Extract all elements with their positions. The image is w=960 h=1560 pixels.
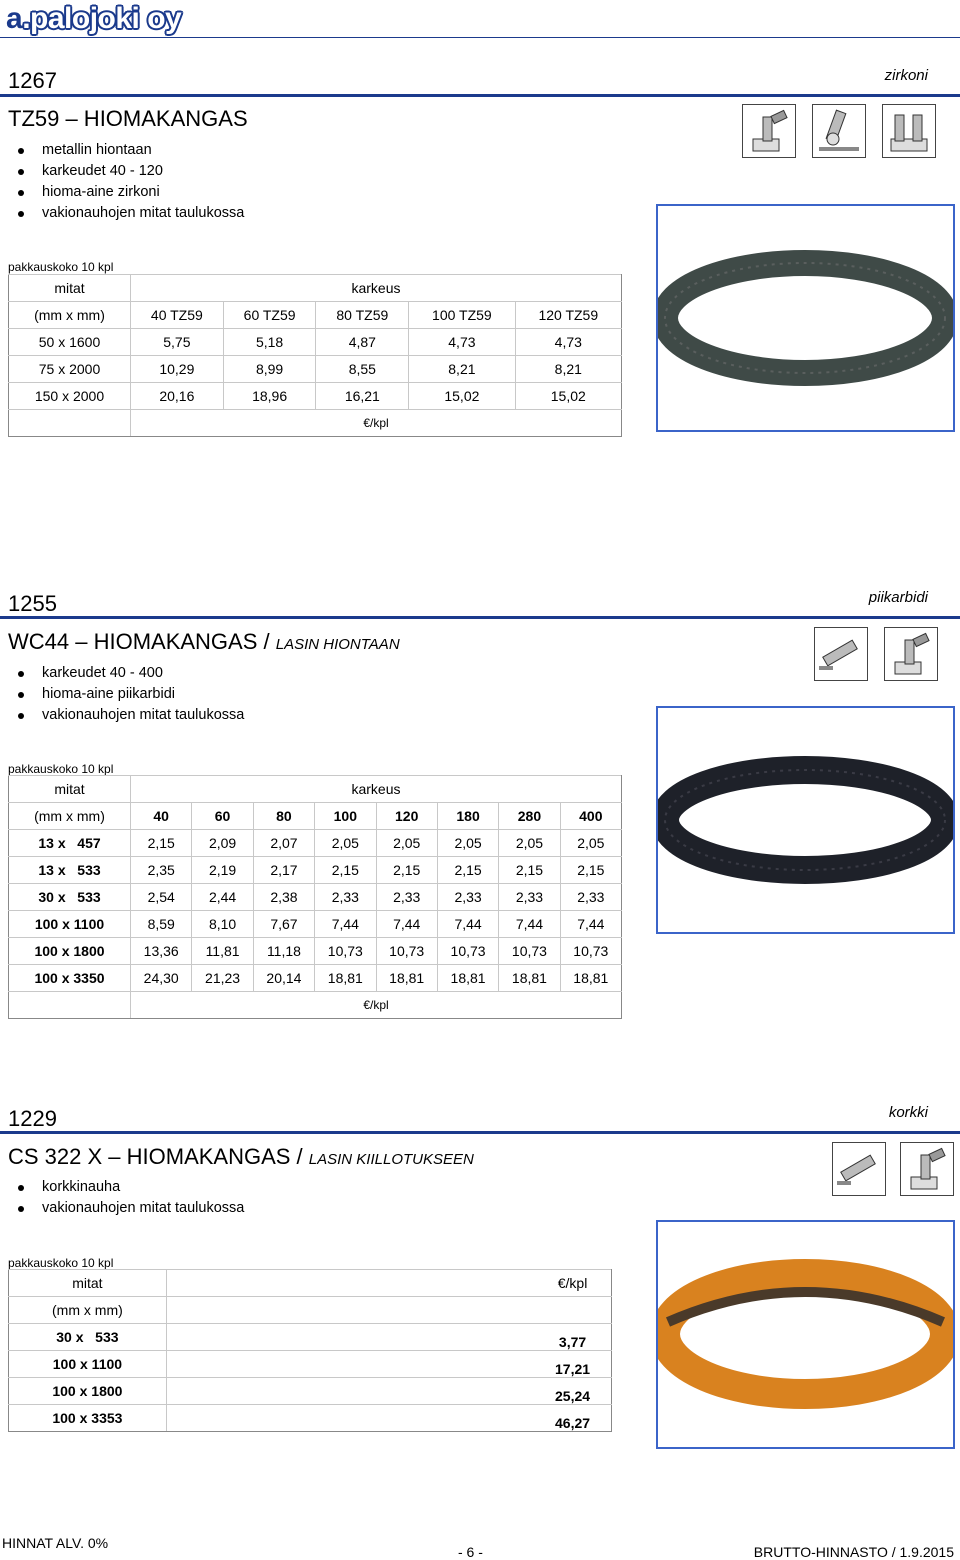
grit-header: 100 [315,803,376,830]
price-cell: 7,44 [315,911,376,938]
price-cell: 2,15 [131,830,192,857]
price-cell: 2,15 [315,857,376,884]
size-cell: 100 x 3350 [9,965,131,992]
grit-header: 120 TZ59 [515,302,621,329]
price-cell: 10,73 [499,938,560,965]
table-row [9,1351,612,1378]
blank-cell [166,1378,534,1405]
company-logo: a.palojoki oy [6,2,182,35]
price-cell: 2,17 [253,857,314,884]
blank-cell [9,410,131,437]
price-cell: 5,18 [223,329,316,356]
price-cell: 10,73 [376,938,437,965]
price-cell: 7,44 [437,911,498,938]
size-cell: 13 x 457 [9,830,131,857]
price-cell: 2,33 [437,884,498,911]
blank-cell [166,1324,534,1351]
grit-header: 80 TZ59 [316,302,409,329]
grit-header: 120 [376,803,437,830]
price-cell: 7,44 [560,911,621,938]
col-header: mitat [9,275,131,302]
grit-header: 400 [560,803,621,830]
unit-label: €/kpl [131,410,622,437]
size-cell: 100 x 1800 [9,1378,167,1405]
feature-item: vakionauhojen mitat taulukossa [8,203,244,224]
blank-cell [166,1297,534,1324]
section-code: 1267 [8,68,57,93]
footer-pricelist-date: BRUTTO-HINNASTO / 1.9.2015 [753,1544,954,1560]
blank-cell [166,1351,534,1378]
grit-header: 60 [192,803,253,830]
price-cell: 2,05 [437,830,498,857]
feature-item: vakionauhojen mitat taulukossa [8,1198,244,1219]
table-row [9,1378,612,1405]
col-header: mitat [9,776,131,803]
size-cell: 30 x 533 [9,1324,167,1351]
price-cell: 17,21 [534,1351,611,1378]
price-cell: 11,81 [192,938,253,965]
section-rule [0,94,960,97]
table-row [9,857,622,884]
table-row [9,1405,612,1432]
price-cell: 15,02 [409,383,515,410]
price-cell: 24,30 [131,965,192,992]
price-cell: 8,55 [316,356,409,383]
table-row [9,356,622,383]
price-cell: 18,81 [560,965,621,992]
size-cell: 100 x 1800 [9,938,131,965]
feature-item: hioma-aine zirkoni [8,182,244,203]
feature-item: karkeudet 40 - 400 [8,663,244,684]
blank-cell [166,1405,534,1432]
feature-list [8,140,244,224]
price-cell: 2,09 [192,830,253,857]
table-row [9,884,622,911]
section-title: WC44 – HIOMAKANGAS / LASIN HIONTAAN [8,629,400,654]
belt-product-image [656,1220,955,1449]
price-cell: 8,21 [515,356,621,383]
feature-item: metallin hiontaan [8,140,244,161]
section-rule [0,1131,960,1134]
price-cell: 2,15 [437,857,498,884]
price-cell: 2,19 [192,857,253,884]
belt-sander-stand-icon [742,104,796,158]
price-cell: 2,15 [560,857,621,884]
price-cell: 2,15 [499,857,560,884]
double-belt-grinder-icon [882,104,936,158]
section-category: korkki [888,1104,928,1121]
grit-header: 40 TZ59 [131,302,224,329]
table-row [9,911,622,938]
size-cell: 100 x 3353 [9,1405,167,1432]
price-cell: 20,14 [253,965,314,992]
price-cell: 18,81 [376,965,437,992]
size-cell: 150 x 2000 [9,383,131,410]
price-table [8,775,622,1019]
grit-header: 100 TZ59 [409,302,515,329]
section-code: 1255 [8,591,57,616]
price-cell: 16,21 [316,383,409,410]
feature-item: korkkinauha [8,1177,244,1198]
price-cell: 5,75 [131,329,224,356]
price-cell: 10,73 [437,938,498,965]
footer-page-number: - 6 - [458,1544,483,1560]
price-table [8,274,622,437]
belt-sander-stand-icon [884,627,938,681]
price-cell: 21,23 [192,965,253,992]
price-cell: 8,99 [223,356,316,383]
size-cell: 100 x 1100 [9,1351,167,1378]
price-cell: 15,02 [515,383,621,410]
grit-header: 40 [131,803,192,830]
section-title: CS 322 X – HIOMAKANGAS / LASIN KIILLOTUKSEEN [8,1144,474,1169]
price-cell: 4,87 [316,329,409,356]
blank-cell [9,992,131,1019]
table-row [9,329,622,356]
pipe-sander-icon [812,104,866,158]
col-header: (mm x mm) [9,302,131,329]
price-cell: 4,73 [409,329,515,356]
price-table [8,1269,612,1432]
table-row [9,830,622,857]
price-cell: 4,73 [515,329,621,356]
price-cell: 8,21 [409,356,515,383]
price-cell: 7,44 [499,911,560,938]
size-cell: 75 x 2000 [9,356,131,383]
price-cell: 7,67 [253,911,314,938]
belt-file-icon [814,627,868,681]
feature-item: karkeudet 40 - 120 [8,161,244,182]
section-category: zirkoni [884,67,928,84]
feature-item: hioma-aine piikarbidi [8,684,244,705]
unit-label: €/kpl [131,992,622,1019]
belt-sander-stand-icon [900,1142,954,1196]
price-cell: 2,15 [376,857,437,884]
price-cell: 18,81 [437,965,498,992]
feature-list [8,663,244,726]
table-row [9,965,622,992]
belt-product-image [656,204,955,432]
table-row [9,938,622,965]
col-header: (mm x mm) [9,1297,167,1324]
price-cell: 13,36 [131,938,192,965]
price-cell: 2,35 [131,857,192,884]
price-cell: 11,18 [253,938,314,965]
section-code: 1229 [8,1106,57,1131]
section-title: TZ59 – HIOMAKANGAS [8,106,248,131]
price-cell: 2,44 [192,884,253,911]
belt-file-icon [832,1142,886,1196]
price-cell: 2,54 [131,884,192,911]
price-cell: 2,05 [560,830,621,857]
price-cell: 25,24 [534,1378,611,1405]
price-cell: 18,96 [223,383,316,410]
footer-vat-note: HINNAT ALV. 0% [2,1535,109,1551]
size-cell: 50 x 1600 [9,329,131,356]
price-cell: 2,33 [315,884,376,911]
table-row [9,383,622,410]
price-cell: 8,59 [131,911,192,938]
section-category: piikarbidi [868,589,928,606]
feature-item: vakionauhojen mitat taulukossa [8,705,244,726]
package-size: pakkauskoko 10 kpl [8,260,114,274]
price-cell: 10,73 [315,938,376,965]
col-header: karkeus [131,776,622,803]
price-cell: 20,16 [131,383,224,410]
price-cell: 8,10 [192,911,253,938]
size-cell: 13 x 533 [9,857,131,884]
price-cell: 2,05 [376,830,437,857]
price-cell: 10,73 [560,938,621,965]
header-rule [0,37,960,38]
price-cell: 2,33 [560,884,621,911]
belt-product-image [656,706,955,934]
size-cell: 100 x 1100 [9,911,131,938]
price-cell: 2,38 [253,884,314,911]
blank-cell [166,1270,534,1297]
price-cell: 18,81 [499,965,560,992]
price-cell: 2,07 [253,830,314,857]
price-cell: 10,29 [131,356,224,383]
grit-header: 180 [437,803,498,830]
price-cell: 3,77 [534,1324,611,1351]
col-header: (mm x mm) [9,803,131,830]
feature-list [8,1177,244,1219]
price-cell: 2,33 [499,884,560,911]
grit-header: 60 TZ59 [223,302,316,329]
table-row [9,1324,612,1351]
price-cell: 46,27 [534,1405,611,1432]
price-cell: 2,05 [315,830,376,857]
col-header: mitat [9,1270,167,1297]
package-size: pakkauskoko 10 kpl [8,762,114,776]
price-cell: 2,05 [499,830,560,857]
col-header: karkeus [131,275,622,302]
col-header: €/kpl [534,1270,611,1297]
grit-header: 280 [499,803,560,830]
price-cell: 2,33 [376,884,437,911]
price-cell: 18,81 [315,965,376,992]
package-size: pakkauskoko 10 kpl [8,1256,114,1270]
size-cell: 30 x 533 [9,884,131,911]
grit-header: 80 [253,803,314,830]
section-rule [0,616,960,619]
price-cell: 7,44 [376,911,437,938]
blank-cell [534,1297,611,1324]
